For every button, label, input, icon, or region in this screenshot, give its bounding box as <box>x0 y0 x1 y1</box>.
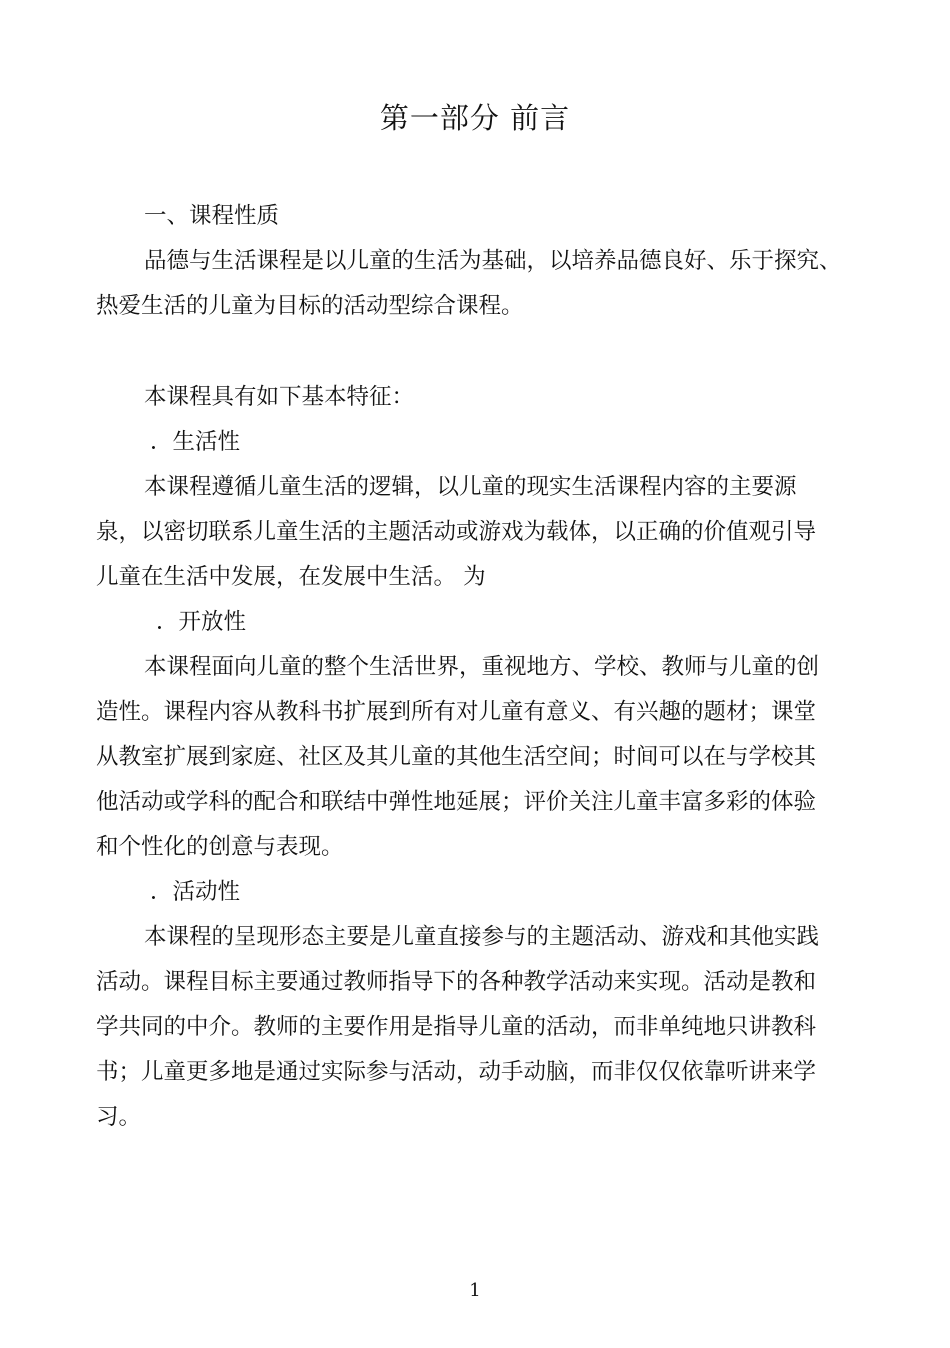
page-number: 1 <box>469 1280 481 1301</box>
feature-label: ．活动性 <box>150 879 241 905</box>
intro-line: 热爱生活的儿童为目标的活动型综合课程。 <box>96 293 524 319</box>
feature-paragraph-line: 从教室扩展到家庭、社区及其儿童的其他生活空间；时间可以在与学校其 <box>96 744 817 770</box>
feature-paragraph-line: 本课程遵循儿童生活的逻辑，以儿童的现实生活课程内容的主要源 <box>144 474 797 500</box>
feature-paragraph-line: 学共同的中介。教师的主要作用是指导儿童的活动，而非单纯地只讲教科 <box>96 1014 817 1040</box>
feature-paragraph-line: 造性。课程内容从教科书扩展到所有对儿童有意义、有兴趣的题材；课堂 <box>96 699 817 725</box>
feature-paragraph-line: 习。 <box>96 1104 142 1130</box>
feature-paragraph-line: 和个性化的创意与表现。 <box>96 834 344 860</box>
feature-paragraph-line: 书；儿童更多地是通过实际参与活动，动手动脑，而非仅仅依靠听讲来学 <box>96 1059 817 1085</box>
intro-line: 品德与生活课程是以儿童的生活为基础，以培养品德良好、乐于探究、 <box>144 248 842 274</box>
feature-paragraph-line: 活动。课程目标主要通过教师指导下的各种教学活动来实现。活动是教和 <box>96 969 817 995</box>
feature-paragraph-line: 儿童在生活中发展，在发展中生活。 为 <box>96 564 486 590</box>
feature-paragraph-line: 本课程面向儿童的整个生活世界，重视地方、学校、教师与儿童的创 <box>144 654 820 680</box>
feature-label: ．生活性 <box>150 429 241 455</box>
feature-paragraph-line: 泉，以密切联系儿童生活的主题活动或游戏为载体，以正确的价值观引导 <box>96 519 817 545</box>
feature-paragraph-line: 他活动或学科的配合和联结中弹性地延展；评价关注儿童丰富多彩的体验 <box>96 789 817 815</box>
section-heading: 一、课程性质 <box>144 203 280 229</box>
feature-label: ．开放性 <box>156 609 247 635</box>
features-intro: 本课程具有如下基本特征： <box>144 384 415 410</box>
page-title: 第一部分 前言 <box>379 101 571 135</box>
feature-paragraph-line: 本课程的呈现形态主要是儿童直接参与的主题活动、游戏和其他实践 <box>144 924 820 950</box>
